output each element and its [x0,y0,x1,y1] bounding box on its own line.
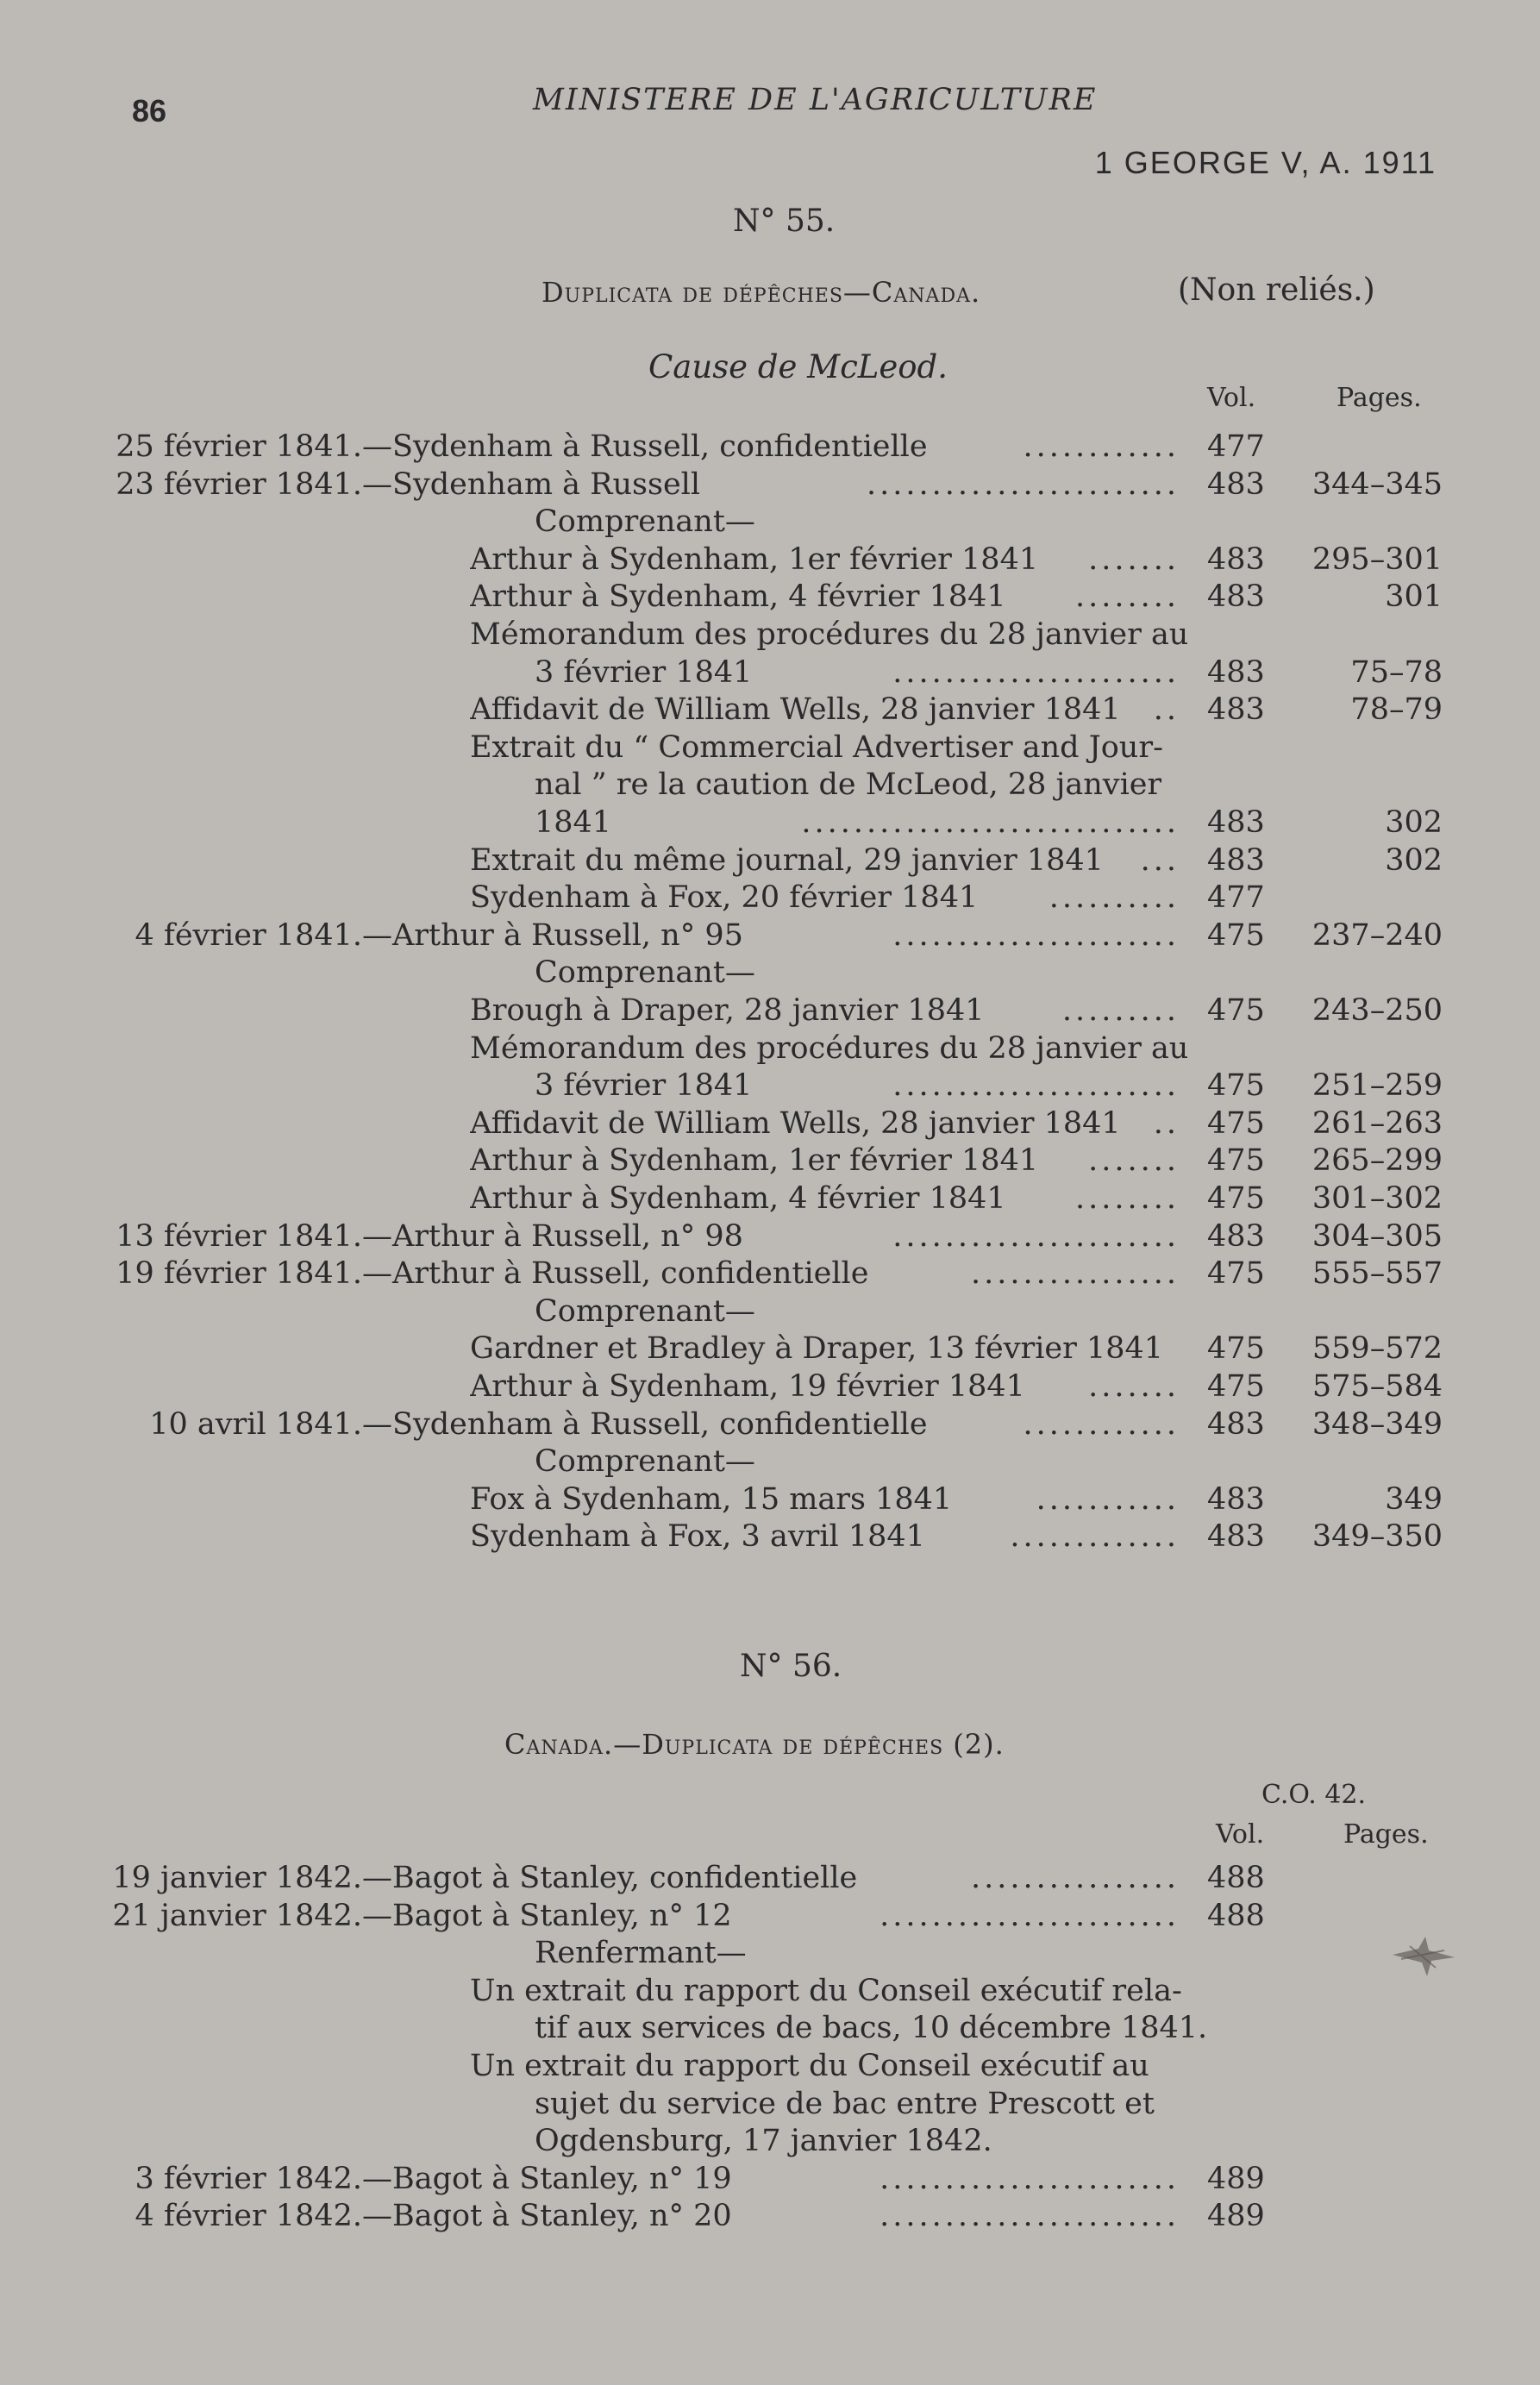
dot-leader: ...................... [892,654,1180,690]
entry-text: Fox à Sydenham, 15 mars 1841 [470,1481,953,1517]
entry-text: —Sydenham à Russell, confidentielle [362,1406,928,1442]
dot-leader: .. [1153,1105,1180,1141]
entry-volume: 489 [1207,2199,1265,2234]
entry-row [0,691,1540,729]
entry-text: —Bagot à Stanley, n° 12 [362,1898,732,1933]
entry-volume: 488 [1207,1861,1265,1895]
entry-row [0,1859,1540,1897]
entry-pages: 251–259 [1312,1068,1443,1104]
dot-leader: ....................... [880,1898,1180,1933]
dot-leader: ...................... [892,1068,1180,1104]
entry-volume: 475 [1207,1256,1265,1292]
entry-text: —Sydenham à Russell, confidentielle [362,429,928,464]
entry-row [0,1180,1540,1218]
entry-date: 19 janvier 1842. [112,1861,362,1895]
entry-row [0,1518,1540,1556]
entry-row [0,2085,1540,2123]
entry-row [0,1142,1540,1180]
dot-leader: ...................... [892,1218,1180,1254]
dot-leader: ......... [1061,993,1180,1028]
entry-row [0,992,1540,1030]
entry-volume: 475 [1207,1068,1265,1104]
entry-text: Arthur à Sydenham, 4 février 1841 [470,579,1006,615]
entry-row [0,1934,1540,1972]
entry-text: Sydenham à Fox, 20 février 1841 [470,880,979,916]
entry-volume: 488 [1207,1898,1265,1933]
entry-row [0,578,1540,616]
entry-row [0,1067,1540,1105]
entry-text: tif aux services de bacs, 10 décembre 1841. [535,2011,1208,2046]
entry-volume: 475 [1207,1369,1265,1404]
entry-row [0,541,1540,579]
entry-text: Un extrait du rapport du Conseil exécutif au [470,2049,1149,2083]
entry-volume: 475 [1207,1143,1265,1179]
page-number: 86 [132,93,167,128]
dot-leader: .......... [1049,880,1180,916]
entry-volume: 489 [1207,2161,1265,2196]
dot-leader: .. [1153,692,1180,728]
entry-pages: 559–572 [1312,1331,1443,1367]
session-label: 1 GEORGE V, A. 1911 [1094,145,1437,180]
entry-text: Comprenant— [535,504,755,540]
entry-volume: 475 [1207,1331,1265,1367]
entry-row [0,1897,1540,1935]
section-56-vol-header: Vol. [1216,1819,1265,1850]
ink-blot-mark [1384,1925,1462,1985]
entry-text: —Bagot à Stanley, n° 20 [362,2199,732,2234]
entry-row [0,1293,1540,1330]
entry-date: 19 février 1841. [116,1256,362,1292]
entry-row [0,2160,1540,2198]
section-55-vol-header: Vol. [1207,383,1256,413]
entry-row [0,1368,1540,1405]
entry-text: Extrait du même journal, 29 janvier 1841 [470,842,1104,878]
entry-volume: 475 [1207,1181,1265,1216]
section-55-title: Duplicata de dépêches—Canada. [542,276,981,309]
dot-leader: ............ [1023,429,1180,464]
entry-pages: 78–79 [1350,692,1443,728]
entry-volume: 483 [1207,466,1265,502]
section-56-number: N° 56. [740,1649,842,1684]
dot-leader: ...................... [892,917,1180,953]
dot-leader: ........ [1074,579,1180,615]
dot-leader: ............. [1010,1519,1180,1555]
section-56-series: C.O. 42. [1261,1780,1367,1810]
entry-text: Arthur à Sydenham, 1er février 1841 [470,541,1039,577]
entry-text: Arthur à Sydenham, 4 février 1841 [470,1181,1006,1216]
dot-leader: ........... [1036,1481,1180,1517]
dot-leader: ............................. [801,805,1180,840]
entry-pages: 261–263 [1312,1105,1443,1141]
entry-volume: 477 [1207,880,1265,916]
entry-row [0,1218,1540,1255]
entry-volume: 483 [1207,805,1265,840]
entry-row [0,1105,1540,1142]
entry-text: sujet du service de bac entre Prescott et [535,2086,1155,2121]
entry-text: Sydenham à Fox, 3 avril 1841 [470,1519,925,1555]
section-55-number: N° 55. [733,203,836,239]
dot-leader: ....... [1088,541,1180,577]
section-55-subtitle: Cause de McLeod. [648,348,948,385]
entry-row [0,2009,1540,2047]
entry-row [0,466,1540,504]
entry-text: 3 février 1841 [535,654,753,690]
dot-leader: ........................ [866,466,1180,502]
entry-text: Comprenant— [535,955,755,991]
entry-volume: 477 [1207,429,1265,464]
entry-row [0,954,1540,992]
section-55-note: (Non reliés.) [1178,272,1375,308]
entry-pages: 304–305 [1312,1218,1443,1254]
entry-pages: 302 [1385,805,1443,840]
entry-pages: 348–349 [1312,1406,1443,1442]
entry-volume: 475 [1207,1105,1265,1141]
entry-date: 4 février 1842. [135,2199,362,2234]
entry-pages: 243–250 [1312,993,1443,1028]
dot-leader: ........ [1074,1181,1180,1216]
entry-text: Renfermant— [535,1936,747,1971]
entry-text: Brough à Draper, 28 janvier 1841 [470,993,985,1028]
entry-row [0,917,1540,955]
entry-text: —Arthur à Russell, n° 95 [362,917,743,953]
entry-pages: 349 [1385,1481,1443,1517]
entry-text: Affidavit de William Wells, 28 janvier 1841 [470,1105,1121,1141]
entry-row [0,2197,1540,2235]
entry-text: Extrait du “ Commercial Advertiser and Jour- [470,729,1163,765]
dot-leader: ................ [970,1256,1180,1292]
entry-pages: 555–557 [1312,1256,1443,1292]
entry-text: 3 février 1841 [535,1068,753,1104]
entry-pages: 575–584 [1312,1369,1443,1404]
entry-row [0,1443,1540,1480]
entry-text: —Bagot à Stanley, confidentielle [362,1861,858,1895]
entry-volume: 483 [1207,1218,1265,1254]
entry-pages: 265–299 [1312,1143,1443,1179]
entry-row [0,1255,1540,1293]
entry-date: 21 janvier 1842. [112,1898,362,1933]
dot-leader: ....... [1088,1143,1180,1179]
entry-pages: 75–78 [1350,654,1443,690]
entry-row [0,428,1540,466]
entry-row [0,729,1540,767]
entry-text: —Arthur à Russell, n° 98 [362,1218,743,1254]
entry-pages: 237–240 [1312,917,1443,953]
entry-row [0,1330,1540,1368]
entry-text: 1841 [535,805,612,840]
entry-row [0,616,1540,654]
entry-pages: 302 [1385,842,1443,878]
entry-pages: 301–302 [1312,1181,1443,1216]
entry-pages: 295–301 [1312,541,1443,577]
entry-text: Arthur à Sydenham, 1er février 1841 [470,1143,1039,1179]
entry-volume: 483 [1207,1481,1265,1517]
entry-text: Mémorandum des procédures du 28 janvier au [470,617,1189,652]
entry-text: Ogdensburg, 17 janvier 1842. [535,2124,992,2159]
entry-pages: 349–350 [1312,1519,1443,1555]
entry-text: Arthur à Sydenham, 19 février 1841 [470,1369,1025,1404]
entry-volume: 483 [1207,1406,1265,1442]
entry-volume: 483 [1207,692,1265,728]
entry-text: Comprenant— [535,1293,755,1329]
entry-date: 25 février 1841. [116,429,362,464]
entry-row [0,503,1540,541]
entry-text: Gardner et Bradley à Draper, 13 février 1841 [470,1331,1164,1367]
entry-volume: 475 [1207,993,1265,1028]
entry-volume: 483 [1207,541,1265,577]
entry-volume: 483 [1207,1519,1265,1555]
entry-text: —Bagot à Stanley, n° 19 [362,2161,732,2196]
entry-volume: 475 [1207,917,1265,953]
section-56-title: Canada.—Duplicata de dépêches (2). [504,1728,1005,1761]
dot-leader: ....................... [880,2199,1180,2234]
section-55-pages-header: Pages. [1337,383,1422,413]
dot-leader: ... [1140,842,1180,878]
entry-pages: 344–345 [1312,466,1443,502]
entry-row [0,2047,1540,2085]
entry-text: —Arthur à Russell, confidentielle [362,1256,869,1292]
dot-leader: ................ [970,1861,1180,1895]
entry-row [0,654,1540,692]
entry-text: —Sydenham à Russell [362,466,701,502]
entry-row [0,766,1540,804]
dot-leader: ............ [1023,1406,1180,1442]
entry-text: nal ” re la caution de McLeod, 28 janvier [535,767,1162,803]
entry-row [0,1030,1540,1067]
entry-date: 23 février 1841. [116,466,362,502]
entry-volume: 483 [1207,654,1265,690]
entry-row [0,1972,1540,2010]
entry-date: 4 février 1841. [135,917,362,953]
dot-leader: ....................... [880,2161,1180,2196]
entry-volume: 483 [1207,842,1265,878]
entry-row [0,842,1540,880]
entry-row [0,2122,1540,2160]
entry-text: Mémorandum des procédures du 28 janvier au [470,1030,1189,1066]
section-56-pages-header: Pages. [1343,1819,1429,1850]
entry-text: Affidavit de William Wells, 28 janvier 1841 [470,692,1121,728]
entry-row [0,1405,1540,1443]
entry-date: 3 février 1842. [135,2161,362,2196]
entry-row [0,804,1540,842]
dot-leader: ....... [1088,1369,1180,1404]
entry-volume: 483 [1207,579,1265,615]
entry-row [0,1480,1540,1518]
running-title: MINISTERE DE L'AGRICULTURE [533,83,1098,117]
entry-date: 10 avril 1841. [149,1406,362,1442]
entry-pages: 301 [1385,579,1443,615]
entry-text: Comprenant— [535,1444,755,1480]
entry-date: 13 février 1841. [116,1218,362,1254]
entry-text: Un extrait du rapport du Conseil exécutif rela- [470,1973,1182,2008]
entry-row [0,879,1540,917]
